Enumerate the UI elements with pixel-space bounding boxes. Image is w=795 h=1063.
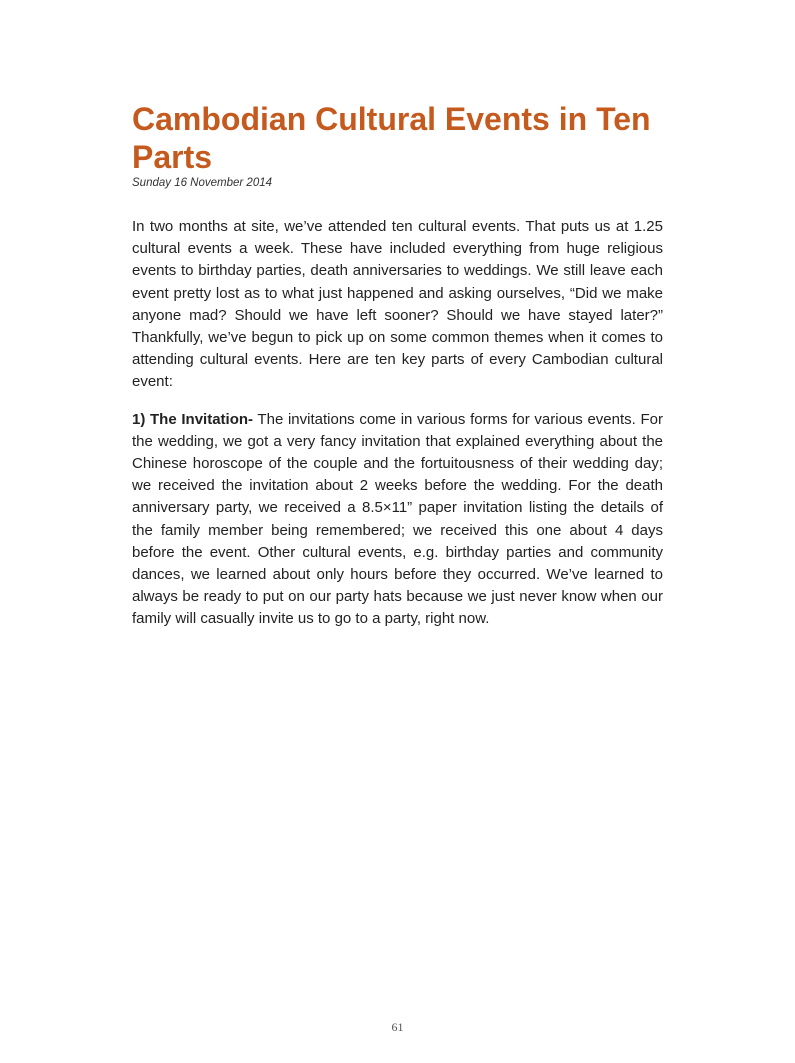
intro-paragraph: In two months at site, we’ve attended ten cultural events. That puts us at 1.25 cultural events a week. These have included everything from huge religious events to birthday parties, death anniversaries to weddings. We still leave each event pretty lost as to what just happened and asking ourselves, “Did we make anyone mad? Should we have left sooner? Should we have stayed later?” Thankfully, we’ve begun to pick up on some common themes when it comes to attending cultural events. Here are ten key parts of every Cambodian cultural event: — [132, 218, 663, 391]
page-number: 61 — [391, 1020, 404, 1034]
section-paragraph — [132, 409, 663, 631]
article-date: Sunday 16 November 2014 — [132, 177, 273, 189]
article-title: Cambodian Cultural Events in Ten Parts — [132, 101, 651, 175]
section-heading: 1) The Invitation- — [132, 410, 254, 428]
section-body: The invitations come in various forms for various events. For the wedding, we got a very fancy invitation that explained everything about the Chinese horoscope of the couple and the fortuitousness of their wedding day; we received the invitation about 2 weeks before the wedding. For the death anniversary party, we received a 8.5×11” paper invitation listing the details of the family member being remembered; we received this one about 4 days before the event. Other cultural events, e.g. birthday parties and community dances, we learned about only hours before they occurred. We’ve learned to always be ready to put on our party hats because we just never know when our family will casually invite us to go to a party, right now. — [132, 410, 664, 628]
article — [132, 100, 663, 631]
